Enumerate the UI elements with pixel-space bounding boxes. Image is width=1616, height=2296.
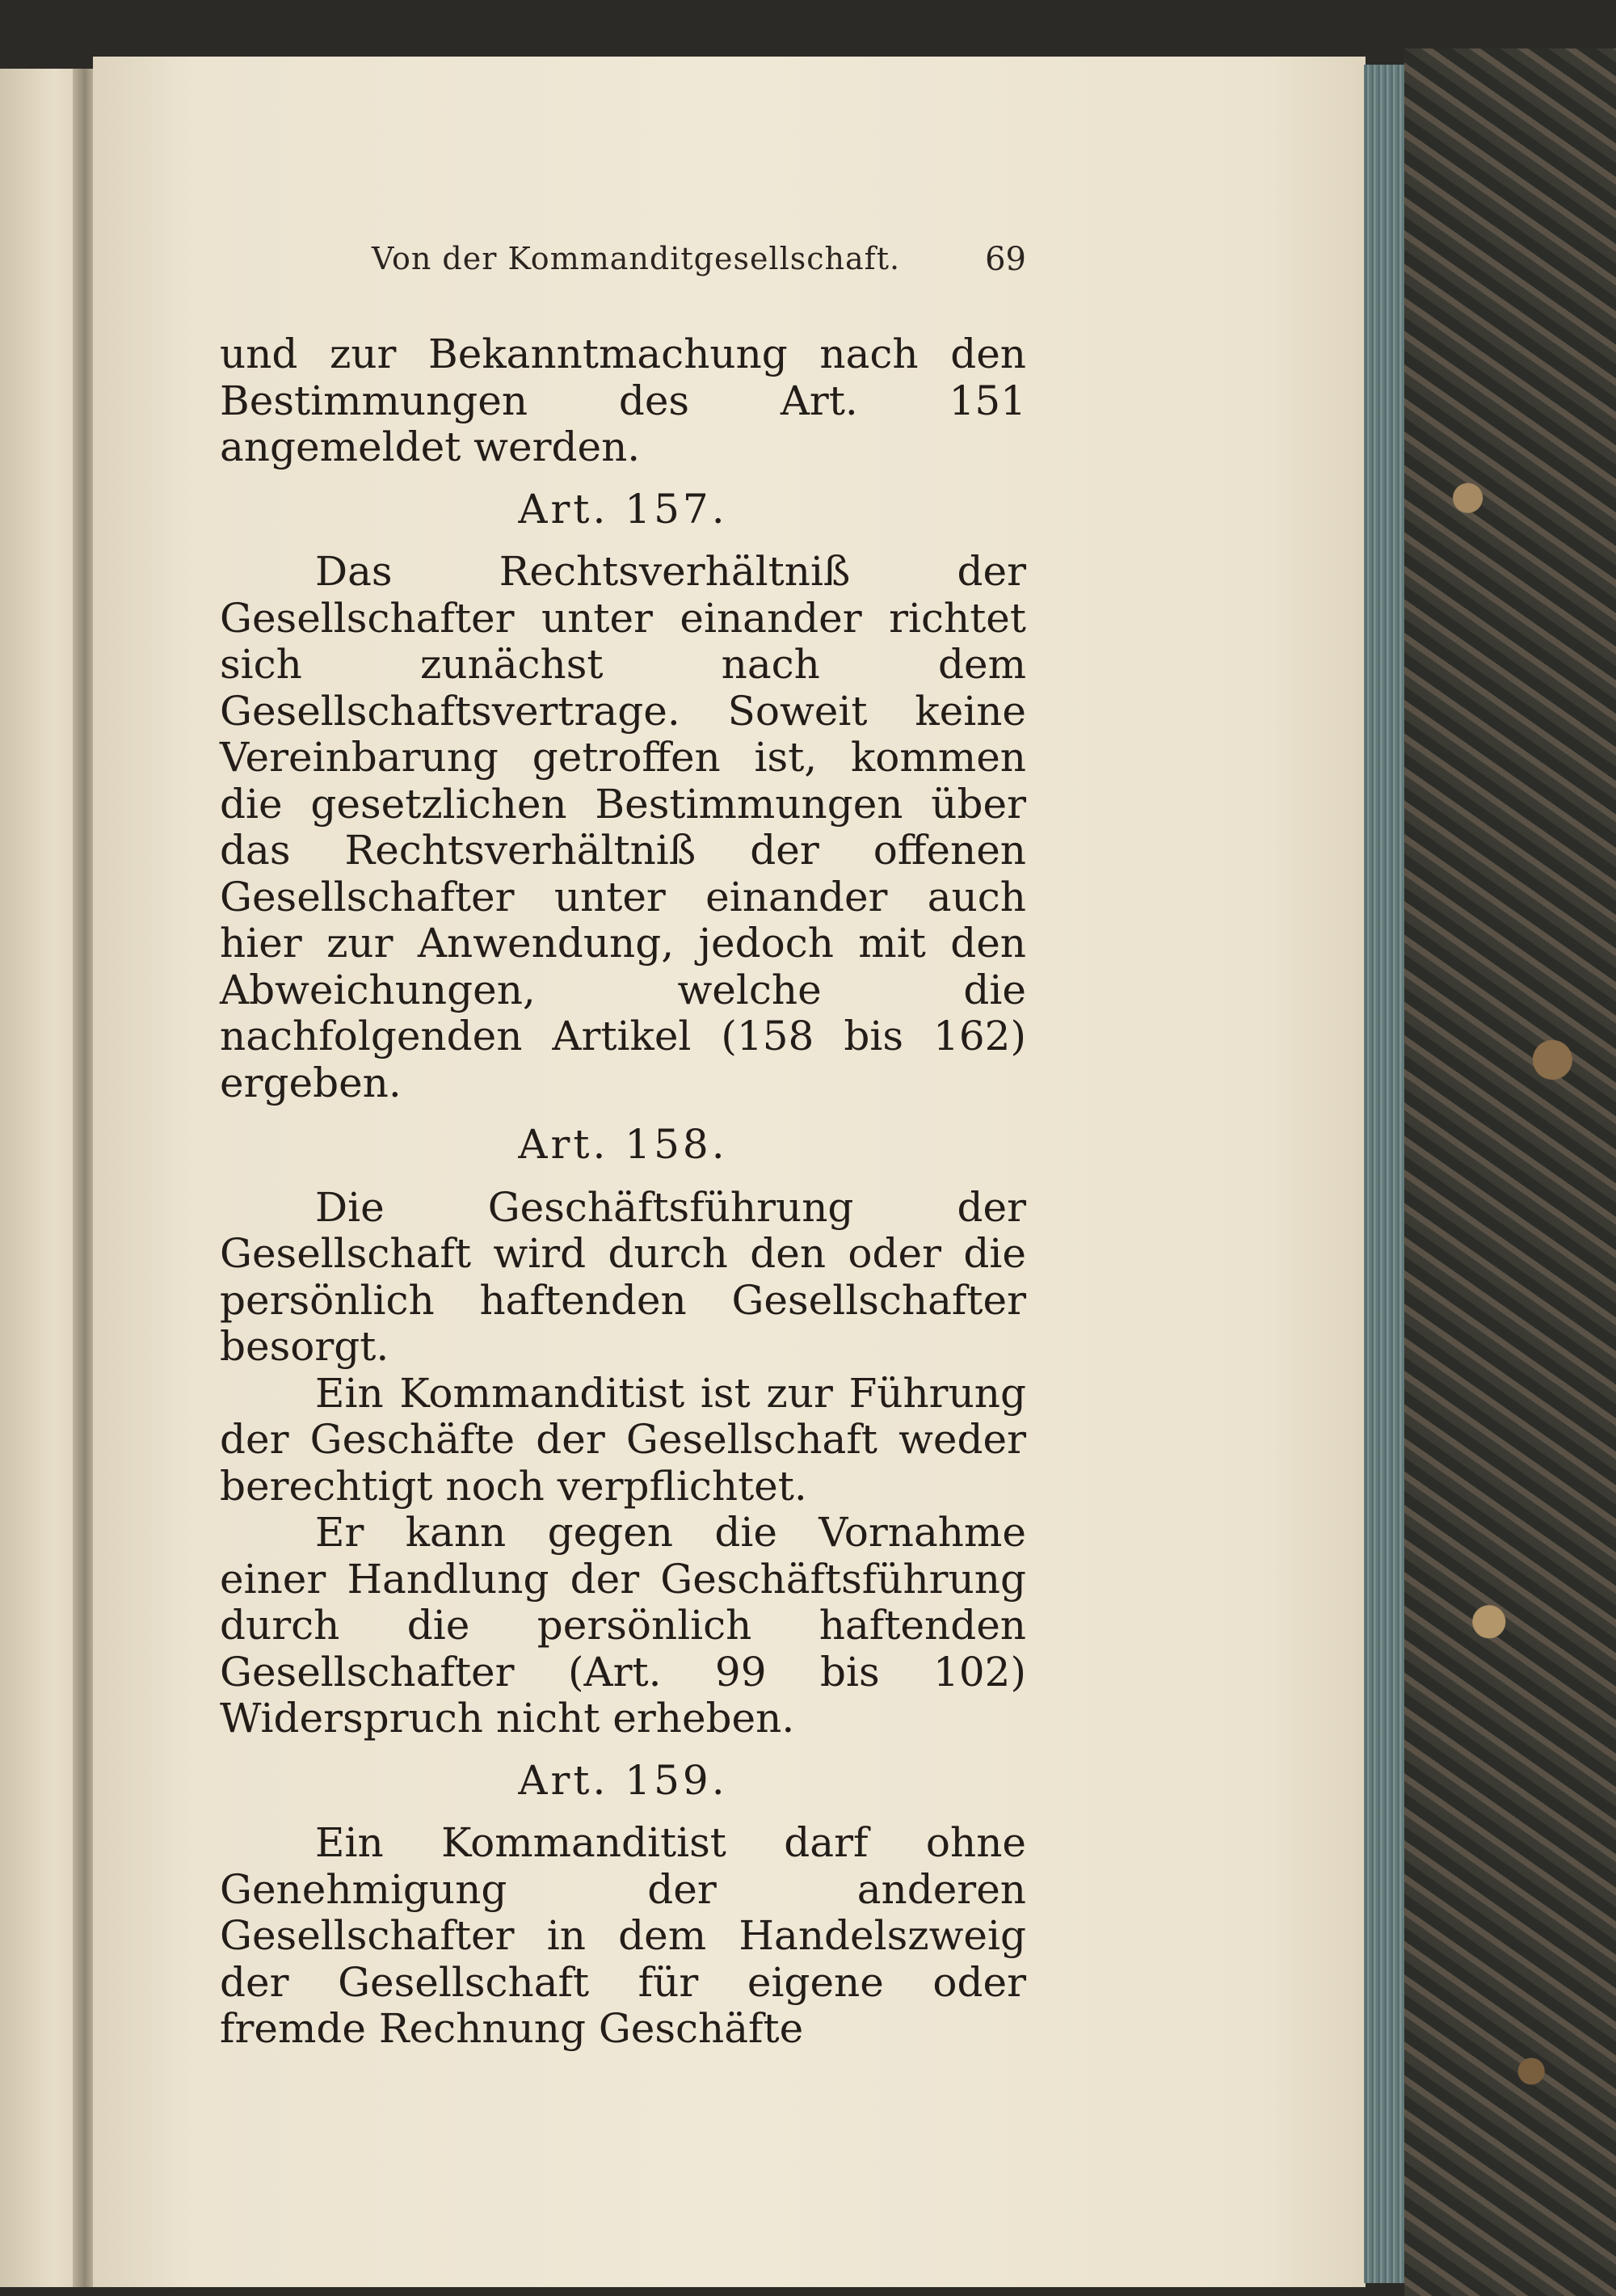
article-157-paragraph: Das Rechtsverhältniß der Gesellschafter unter einander richtet sich zunächst nach dem Gesellschaftsvertrage. Soweit keine Vereinbarung getroffen ist, kommen die gesetzlichen Bestimmungen über das Rechtsverhältniß der offenen Gesellschafter unter einander auch hier zur Anwendung, jedoch mit den Abweichungen, welche die nachfolgenden Artikel (158 bis 162) ergeben. xyxy=(220,548,1026,1106)
body-text xyxy=(220,331,1026,2053)
article-158-heading: Art. 158. xyxy=(518,1121,728,1168)
article-158-paragraph-1: Die Geschäftsführung der Gesellschaft wird durch den oder die persönlich haftenden Gesellschafter besorgt. xyxy=(220,1183,1026,1370)
marbled-cover xyxy=(1404,48,1616,2296)
article-158-paragraph-2: Ein Kommanditist ist zur Führung der Geschäfte der Gesellschaft weder berechtigt noch verpflichtet. xyxy=(220,1369,1026,1510)
intro-paragraph: und zur Bekanntmachung nach den Bestimmungen des Art. 151 angemeldet werden. xyxy=(220,331,1026,470)
running-head: Von der Kommanditgesellschaft. xyxy=(372,241,901,276)
article-159-paragraph: Ein Kommanditist darf ohne Genehmigung der anderen Gesellschafter in dem Handelszweig der Gesellschaft für eigene oder fremde Rechnung Geschäfte xyxy=(220,1819,1026,2052)
page-number: 69 xyxy=(985,241,1026,278)
article-159-heading: Art. 159. xyxy=(518,1756,728,1804)
article-157-heading: Art. 157. xyxy=(518,485,728,533)
article-158-paragraph-3: Er kann gegen die Vornahme einer Handlung der Geschäftsführung durch die persönlich haftenden Gesellschafter (Art. 99 bis 102) Widerspruch nicht erheben. xyxy=(220,1509,1026,1742)
page-edges xyxy=(1364,65,1404,2283)
